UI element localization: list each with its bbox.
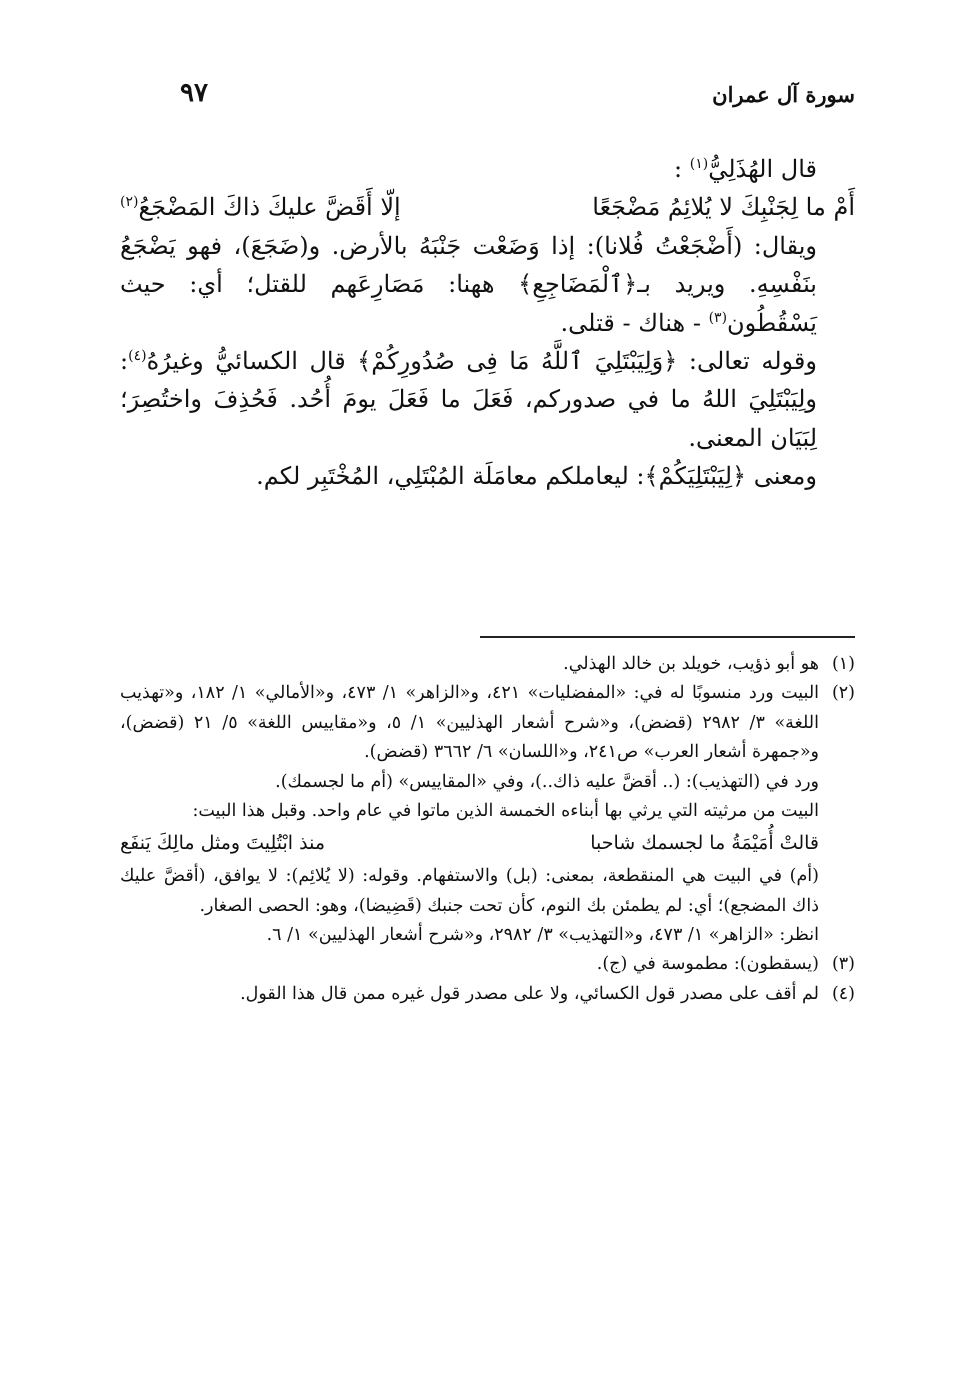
footnotes [120,650,855,1009]
footnote-text: هو أبو ذؤيب، خويلد بن خالد الهذلي. [563,654,819,674]
page-number: ٩٧ [180,78,208,108]
footnote-2-verse [120,828,855,860]
surah-title: سورة آل عمران [712,82,855,107]
footnote-2-variant: ورد في (التهذيب): (.. أقضَّ عليه ذاك..)، وفي «المقاييس» (أم ما لجسمك). [275,771,819,792]
verse-second-hemistich: إلّا أَقَضَّ عليكَ ذاكَ المَضْجَعُ$^{(٢)}$ [120,193,401,222]
verse-first-hemistich: قالتْ أُمَيْمَةُ ما لجسمك شاحبا [590,832,819,855]
footnote-text: (يسقطون): مطموسة في (ج). [596,954,819,975]
footnote-2-context: البيت من مرثيته التي يرثي بها أبناءه الخمسة الذين ماتوا في عام واحد. وقبل هذا البيت: [192,800,819,821]
footnote-ref-4[interactable]: (٤) [128,347,147,364]
footnote-2 [120,679,855,767]
footnote-number: (٢) [831,683,855,704]
footnote-ref-1[interactable]: (١) [689,156,709,172]
footnote-ref-3[interactable]: (٣) [708,309,728,326]
footnote-separator [480,636,855,638]
paragraph-3: ومعنى ﴿لِيَبْتَلِيَكُمْ﴾: ليعاملكم معامَلَة المُبْتَلِي، المُخْتَبِر لكم. [256,462,817,491]
book-page [120,0,855,1380]
poet-intro: قال الهُذَلِيُّ$^{(١)}$ : [673,155,817,183]
verse-second-hemistich: منذ ابْتُلِيتَ ومثل مالِكَ يَنفَع [120,832,326,855]
verse-first-hemistich: أَمْ ما لِجَنْبِكَ لا يُلائِمُ مَضْجَعًا [592,193,855,222]
footnote-ref-2[interactable]: (٢) [120,194,139,211]
footnote-number: (٤) [831,983,855,1004]
poem-verse [120,188,855,226]
footnote-number: (١) [831,654,855,674]
main-text [120,150,855,496]
paragraph-2: وقوله تعالى: ﴿وَلِيَبْتَلِيَ ٱللَّهُ مَا فِى صُدُورِكُمْ﴾ قال الكسائيُّ وغيرُهُ$^{(٤)}$: ولِيَبْتَلِيَ اللهُ ما في صدوركم، فَعَلَ ما فَعَلَ يومَ أُحُد. فَحُذِفَ واختُصِرَ؛ لِبَيَان المعنى. [120,346,817,452]
footnote-3 [120,950,855,979]
footnote-2-explanation: (أم) في البيت هي المنقطعة، بمعنى: (بل) والاستفهام. وقوله: (لا يُلائِم): لا يوافق، (أقضَّ عليك ذاك المضجع)؛ أي: لم يطمئن بك النوم، كأن تحت جنبك (قَضِيضا)، وهو: الحصى الصغار. [120,866,819,916]
footnote-2-see-also: انظر: «الزاهر» ١/ ٤٧٣، و«التهذيب» ٣/ ٢٩٨٢، و«شرح أشعار الهذليين» ١/ ٦. [266,925,819,946]
footnote-number: (٣) [831,954,855,975]
footnote-1 [120,650,855,679]
footnote-4 [120,980,855,1009]
running-header [120,78,855,122]
paragraph-1: ويقال: (أَضْجَعْتُ فُلانا): إذا وَضَعْت جَنْبَهُ بالأرض. و(ضَجَعَ)، فهو يَضْجَعُ بنَفْسِهِ. ويريد بـ﴿ٱلْمَضَاجِعِ﴾ ههنا: مَصَارِعَهم للقتل؛ أي: حيث يَسْقُطُون$^{(٣)}$ - هناك - قتلى. [120,231,817,337]
footnote-text: البيت ورد منسوبًا له في: «المفضليات» ٤٢١، و«الزاهر» ١/ ٤٧٣، و«الأمالي» ١/ ١٨٢، و«تهذيب اللغة» ٣/ ٢٩٨٢ (قضض)، و«شرح أشعار الهذليين» ١/ ٥، و«مقاييس اللغة» ٥/ ٢١ (قضض)، و«جمهرة أشعار العرب» ص٢٤١، و«اللسان» ٦/ ٣٦٦٢ (قضض). [120,683,820,763]
footnote-text: لم أقف على مصدر قول الكسائي، ولا على مصدر قول غيره ممن قال هذا القول. [240,983,819,1004]
